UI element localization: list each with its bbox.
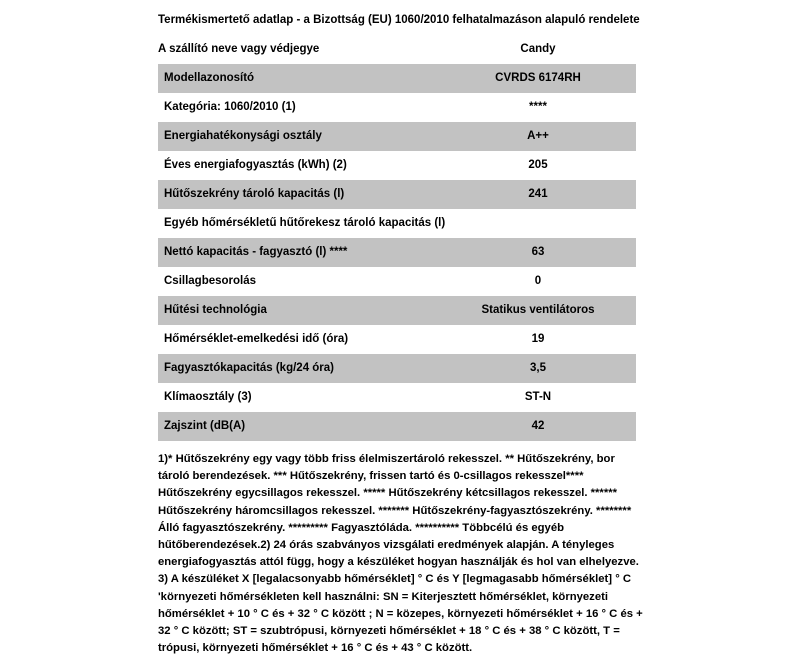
spec-value (478, 383, 636, 412)
spec-value-text: A++ (527, 130, 549, 142)
specification-table-body (158, 64, 636, 441)
spec-value-text: 42 (531, 420, 545, 432)
spec-value (478, 209, 636, 238)
spec-value-text: 63 (531, 246, 545, 258)
spec-label: Egyéb hőmérsékletű hűtőrekesz tároló kapacitás (l) (164, 217, 446, 229)
spec-label: Zajszint (dB(A) (164, 420, 246, 432)
table-row (158, 238, 636, 267)
table-row (158, 383, 636, 412)
table-row (158, 151, 636, 180)
table-row (158, 122, 636, 151)
spec-label: Kategória: 1060/2010 (1) (164, 101, 296, 113)
footnotes-block (158, 451, 644, 657)
supplier-row (158, 35, 636, 64)
spec-value (478, 151, 636, 180)
spec-value-text: **** (529, 101, 547, 113)
spec-value-text: 0 (534, 275, 542, 287)
table-row (158, 412, 636, 441)
spec-value (478, 238, 636, 267)
spec-value-text: 205 (528, 159, 548, 171)
spec-label: Klímaosztály (3) (164, 391, 252, 403)
spec-label: Hőmérséklet-emelkedési idő (óra) (164, 333, 349, 345)
spec-value (478, 64, 636, 93)
spec-label: Csillagbesorolás (164, 275, 257, 287)
spec-value (478, 122, 636, 151)
spec-value (478, 267, 636, 296)
spec-label: Éves energiafogyasztás (kWh) (2) (164, 159, 347, 171)
spec-value (478, 93, 636, 122)
supplier-value: Candy (520, 43, 556, 55)
table-row (158, 354, 636, 383)
footnotes-text: 1)* Hűtőszekrény egy vagy több friss élelmiszertároló rekesszel. ** Hűtőszekrény, bor tároló berendezések. *** Hűtőszekrény, frissen tartó és 0-csillagos rekesszel**** Hűtőszekrény egycsillagos rekesszel. ***** Hűtőszekrény kétcsillagos rekesszel. ****** Hűtőszekrény háromcsillagos rekesszel. ******* Hűtőszekrény-fagyasztószekrény. ******** Álló fagyasztószekrény. ********* Fagyasztóláda. ********** Többcélú és egyéb hűtőberendezések.2) 24 órás szabványos vizsgálati eredmények alapján. A tényleges energiafogyasztás attól függ, hogy a készüléket hogyan használják és hol van elhelyezve. 3) A készüléket X [legalacsonyabb hőmérséklet] ° C és Y [legmagasabb hőmérséklet] ° C 'környezeti hőmérsékleten kell használni: SN = Kiterjesztett hőmérséklet, környezeti hőmérséklet + 10 ° C és + 32 ° C között ; N = közepes, környezeti hőmérséklet + 16 ° C és + 32 ° C között; ST = szubtrópusi, környezeti hőmérséklet + 18 ° C és + 38 ° C között, T = trópusi, környezeti hőmérséklet + 16 ° C és + 43 ° C között. (158, 453, 643, 655)
document-title-row (158, 6, 640, 35)
spec-label: Fagyasztókapacitás (kg/24 óra) (164, 362, 335, 374)
table-row (158, 267, 636, 296)
spec-value (478, 412, 636, 441)
specification-table (158, 64, 636, 441)
table-row (158, 325, 636, 354)
spec-label: Hűtőszekrény tároló kapacitás (l) (164, 188, 345, 200)
table-row (158, 93, 636, 122)
spec-label: Nettó kapacitás - fagyasztó (l) **** (164, 246, 348, 258)
spec-value-text: 3,5 (530, 362, 546, 374)
spec-value-text: ST-N (524, 391, 552, 403)
supplier-label: A szállító neve vagy védjegye (158, 43, 320, 55)
spec-value (478, 180, 636, 209)
spec-value-text: 241 (528, 188, 548, 200)
spec-label: Modellazonosító (164, 72, 255, 84)
table-row (158, 180, 636, 209)
spec-value-text: CVRDS 6174RH (495, 72, 581, 84)
spec-value (478, 354, 636, 383)
spec-label: Hűtési technológia (164, 304, 267, 316)
table-row (158, 64, 636, 93)
table-row (158, 296, 636, 325)
spec-label: Energiahatékonysági osztály (164, 130, 322, 142)
spec-value (478, 296, 636, 325)
table-row (158, 209, 636, 238)
spec-value-text: Statikus ventilátoros (481, 304, 595, 316)
page-title: Termékismertető adatlap - a Bizottság (EU) 1060/2010 felhatalmazáson alapuló rendelete (158, 14, 640, 26)
spec-value (478, 325, 636, 354)
spec-value-text: 19 (531, 333, 545, 345)
